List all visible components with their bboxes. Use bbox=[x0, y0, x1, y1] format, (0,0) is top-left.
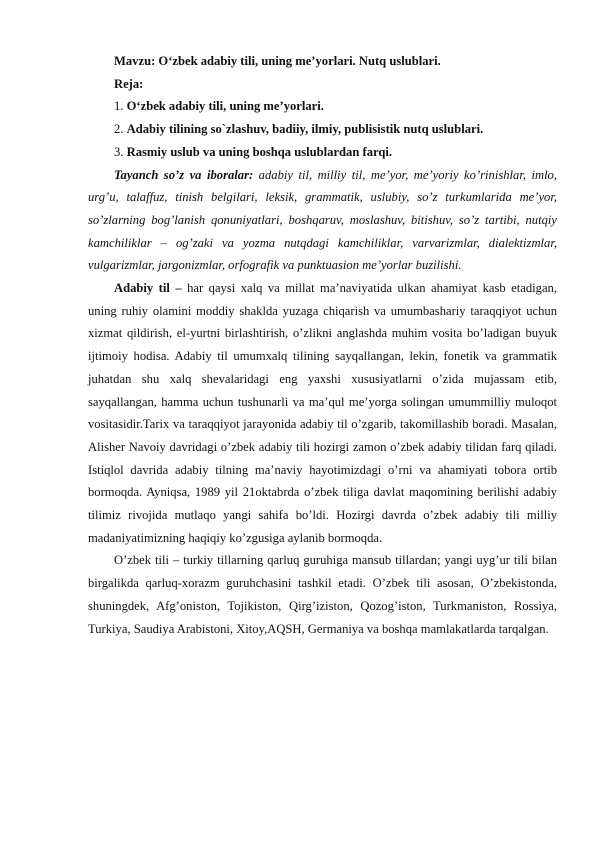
plan-item-text: Adabiy tilining so`zlashuv, badiiy, ilmiy, publisistik nutq uslublari. bbox=[126, 122, 484, 137]
plan-item-number: 1. bbox=[114, 99, 124, 114]
paragraph-ozbek-tili: O’zbek tili – turkiy tillarning qarluq guruhiga mansub tillardan; yangi uyg’ur tili bilan birgalikda qarluq-xorazm guruhchasini tashkil etadi. O’zbek tili asosan, O’zbekistonda, shuningdek, Afg’oniston, Tojikiston, Qirg’iziston, Qozog’iston, Turkmaniston, Rossiya, Turkiya, Saudiya Arabistoni, Xitoy,AQSH, Germaniya va boshqa mamlakatlarda tarqalgan. bbox=[88, 553, 557, 636]
paragraph-text: har qaysi xalq va millat ma’naviyatida ulkan ahamiyat kasb etadigan, uning ruhiy olamini moddiy shaklda yuzaga chiqarish va umumbashariy taraqqiyot uchun xizmat qildirish, el-yurtni birlashtirish, o’zlikni anglashda muhim vosita bo’ladigan buyuk ijtimoiy hodisa. Adabiy til umumxalq tilining sayqallangan, lekin, fonetik va grammatik juhatdan shu xalq shevalaridagi eng yaxshi xususiyatlarni o’zida mujassam etib, sayqallangan, hamma uchun tushunarli va ma’qul me’yorga solingan umummilliy muloqot vositasidir.Tarix va taraqqiyot jarayonida adabiy til o’zgarib, takomillashib boradi. Masalan, Alisher Navoiy davridagi o’zbek adabiy tili hozirgi zamon o’zbek adabiy tilidan farq qiladi. Istiqlol davrida adabiy tilning ma’naviy hayotimizdagi o’rni va ahamiyati tobora ortib bormoqda. Ayniqsa, 1989 yil 21oktabrda o’zbek tiliga davlat maqomining berilishi adabiy tilimiz rivojida mutlaqo yangi sahifa bo’ldi. Hozirgi davrda o’zbek adabiy tili milliy madaniyatimizning haqiqiy ko’zgusiga aylanib bormoqda. bbox=[88, 281, 557, 545]
keywords-label: Tayanch so’z va iboralar: bbox=[114, 167, 254, 182]
document-body bbox=[88, 50, 557, 640]
plan-label: Reja: bbox=[114, 76, 144, 91]
term-label: Adabiy til – bbox=[114, 281, 182, 296]
keywords-text: adabiy til, milliy til, me’yor, me’yoriy ko’rinishlar, imlo, urg’u, talaffuz, tinish belgilari, leksik, grammatik, uslubiy, so’z turkumlarida me’yor, so’zlarning bog’lanish qonuniyatlari, boshqaruv, moslashuv, bitishuv, so’z tartibi, nutqiy kamchiliklar – og’zaki va yozma nutqdagi kamchiliklar, varvarizmlar, dialektizmlar, vulgarizmlar, jargonizmlar, orfografik va punktuasion me’yorlar buzilishi. bbox=[88, 167, 558, 273]
paragraph-adabiy-til bbox=[88, 277, 557, 549]
document-title: Mavzu: O‘zbek adabiy tili, uning me’yorlari. Nutq uslublari. bbox=[114, 54, 441, 68]
plan-item-number: 3. bbox=[114, 144, 124, 159]
keywords-paragraph bbox=[88, 164, 557, 278]
plan-item-text: Rasmiy uslub va uning boshqa uslublardan farqi. bbox=[126, 144, 393, 159]
plan-item-text: O‘zbek adabiy tili, uning me’yorlari. bbox=[126, 99, 324, 114]
plan-item bbox=[88, 141, 557, 164]
plan-item bbox=[88, 95, 557, 118]
plan-item-number: 2. bbox=[114, 122, 124, 137]
plan-item bbox=[88, 118, 557, 141]
